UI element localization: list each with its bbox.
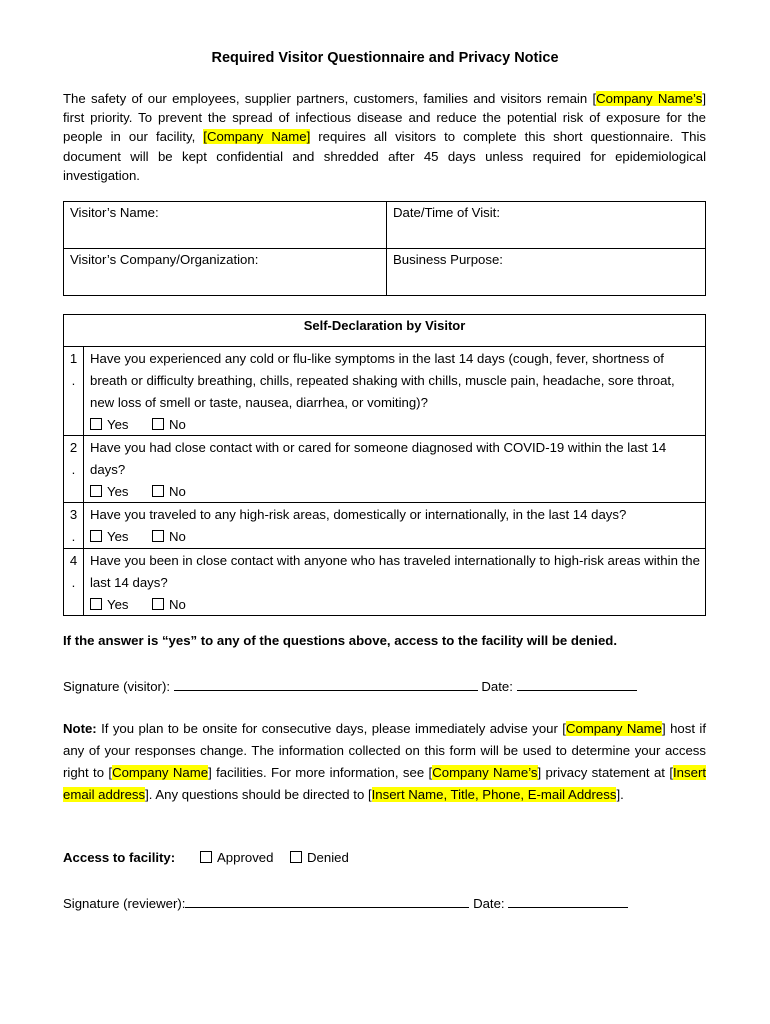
contact-placeholder: Insert Name, Title, Phone, E-mail Address [371,787,617,802]
signature-label: Signature (reviewer): [63,896,186,911]
checkbox-icon [152,598,164,610]
question-row [64,549,706,616]
question-cell [84,347,706,436]
question-number: 1 . [64,347,84,436]
company-name-placeholder: Company Name’s [432,765,538,780]
declaration-header: Self-Declaration by Visitor [64,315,706,347]
yes-checkbox[interactable]: Yes [90,414,152,435]
document-title: Required Visitor Questionnaire and Privacy Notice [211,50,559,66]
company-name-placeholder: Company Name [112,765,209,780]
no-checkbox[interactable]: No [152,414,186,435]
yes-no-options [90,481,701,502]
question-cell [84,549,706,616]
no-checkbox[interactable]: No [152,481,186,502]
company-name-placeholder: Company Name’s [596,91,703,106]
visitor-info-table [63,201,706,296]
reviewer-signature-line [63,894,628,911]
date-label: Date: [481,679,513,694]
question-number: 4 . [64,549,84,616]
question-cell [84,436,706,503]
date-label: Date: [473,896,505,911]
question-text: Have you had close contact with or cared for someone diagnosed with COVID-19 within the last 14 days? [90,440,667,477]
denial-notice: If the answer is “yes” to any of the questions above, access to the facility will be denied. [63,633,618,648]
field-label: Visitor’s Name: [70,205,159,220]
field-label: Business Purpose: [393,252,503,267]
denied-checkbox[interactable]: Denied [290,850,349,865]
checkbox-icon [152,530,164,542]
note-label: Note: [63,721,97,736]
table-row [64,315,706,347]
note-text: ] facilities. For more information, see [ [208,765,433,780]
yes-checkbox[interactable]: Yes [90,481,152,502]
visitor-signature-line [63,677,637,694]
yes-no-options [90,594,701,615]
signature-label: Signature (visitor): [63,679,171,694]
intro-text-1: The safety of our employees, supplier partners, customers, families and visitors remain [ [63,91,597,106]
yes-checkbox[interactable]: Yes [90,526,152,547]
table-row [64,202,706,249]
question-text: Have you been in close contact with anyone who has traveled internationally to high-risk areas within the last 14 days? [90,553,700,590]
intro-text-3: requires all visitors to complete this short questionnaire. This document will be kept confidential and shredded after 45 days unless required for epidemiological investigation. [63,129,707,183]
question-row [64,503,706,549]
note-text: If you plan to be onsite for consecutive days, please immediately advise your [ [96,721,566,736]
table-row [64,249,706,296]
question-text: Have you experienced any cold or flu-like symptoms in the last 14 days (cough, fever, shortness of breath or difficulty breathing, chills, repeated shaking with chills, muscle pain, headache, sore throat, new loss of smell or taste, nausea, diarrhea, or vomiting)? [90,351,675,410]
date-time-field[interactable] [387,202,706,249]
checkbox-icon [90,530,102,542]
field-label: Visitor’s Company/Organization: [70,252,259,267]
yes-no-options [90,526,701,547]
question-number: 3 . [64,503,84,549]
business-purpose-field[interactable] [387,249,706,296]
question-row [64,436,706,503]
checkbox-icon [152,485,164,497]
note-text: ] privacy statement at [ [537,765,674,780]
yes-checkbox[interactable]: Yes [90,594,152,615]
reviewer-signature-field[interactable] [185,894,469,908]
company-name-placeholder: Company Name [565,721,662,736]
access-label: Access to facility: [63,850,176,865]
checkbox-icon [90,485,102,497]
checkbox-icon [200,851,212,863]
note-text: ]. [616,787,624,802]
no-checkbox[interactable]: No [152,594,186,615]
visitor-signature-field[interactable] [174,677,478,691]
reviewer-date-field[interactable] [508,894,628,908]
self-declaration-table [63,314,706,616]
checkbox-icon [90,598,102,610]
checkbox-icon [152,418,164,430]
visitor-date-field[interactable] [517,677,637,691]
checkbox-icon [290,851,302,863]
note-text: ]. Any questions should be directed to [ [145,787,372,802]
question-row [64,347,706,436]
intro-paragraph [63,89,706,185]
visitor-name-field[interactable] [64,202,387,249]
note-text: ] host if any of your responses change. The information collected on this form will be used to determine your access right to [ [63,721,706,780]
question-number: 2 . [64,436,84,503]
question-cell [84,503,706,549]
note-paragraph [63,718,706,806]
access-decision [63,850,349,865]
checkbox-icon [90,418,102,430]
company-org-field[interactable] [64,249,387,296]
no-checkbox[interactable]: No [152,526,186,547]
email-placeholder: Insert email address [63,765,706,802]
company-name-placeholder: [Company Name] [203,129,311,145]
question-text: Have you traveled to any high-risk areas, domestically or internationally, in the last 14 days? [90,507,627,522]
approved-checkbox[interactable]: Approved [200,850,290,865]
yes-no-options [90,414,701,435]
field-label: Date/Time of Visit: [393,205,500,220]
intro-text-2: ] first priority. To prevent the spread of infectious disease and reduce the potential risk of exposure for the people in our facility, [63,91,706,145]
